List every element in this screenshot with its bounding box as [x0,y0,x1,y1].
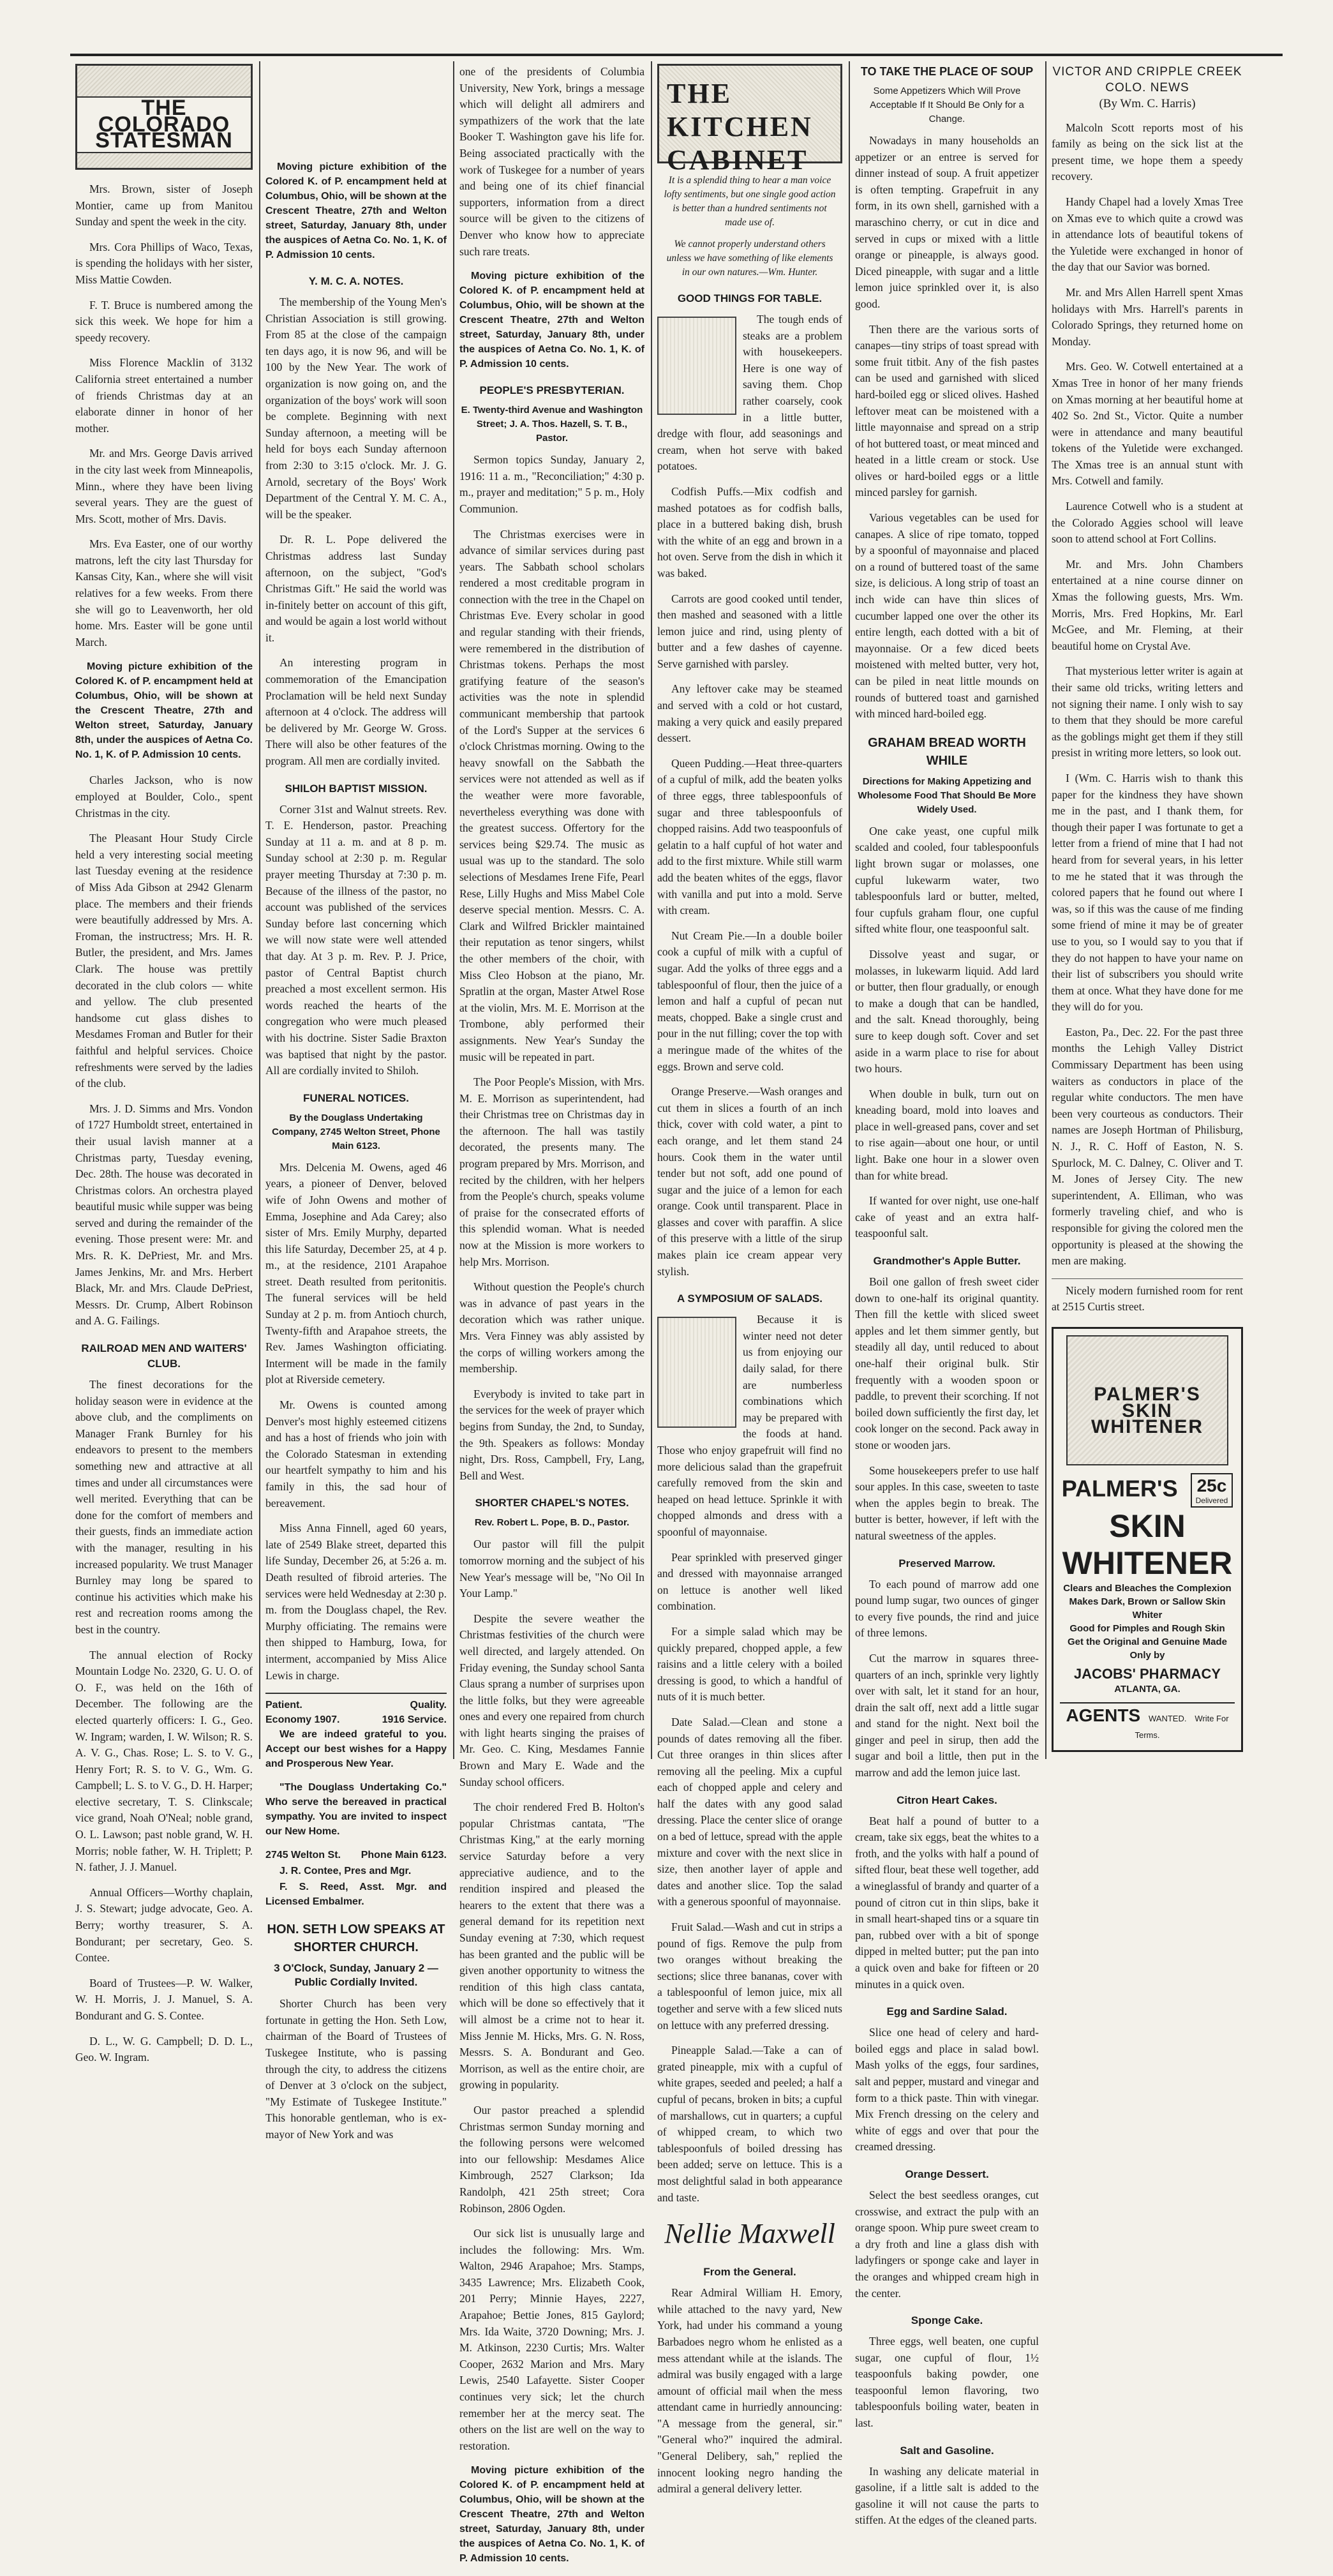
paragraph: Mr. and Mrs. George Davis arrived in the city last week from Minneapolis, Minn., where they have been living several years. They are the guest of Mrs. Scott, mother of Mrs. Davis. [75,447,253,525]
paragraph: Queen Pudding.—Heat three-quarters of a cupful of milk, add the beaten yolks of three eggs, three tablespoonfuls of sugar and three tablespoonfuls of chopped raisins. Add two teaspoonfuls of gelatin to a half cupful of hot water and add to the first mixture. While still warm add the beaten whites of the eggs, flavor with vanilla and put into a mold. Serve with cream. [657,756,842,917]
paragraph: Then there are the various sorts of canapes—tiny strips of toast spread with some fruit titbit. Any of the fish pastes can be used and garnished with sliced hard-boiled egg or sliced olives. Hashed leftover meat can be moistened with a little mayonnaise and spread on a strip of hot buttered toast, or meat minced and heated in a little cream or stock. Use olives or hard-boiled eggs or a little minced parsley for garnish. [855,322,1039,499]
paragraph: Some housekeepers prefer to use half sour apples. In this case, sweeten to taste when the apples begin to break. The butter is better, however, if left with the natural sweetness of the apples. [855,1464,1039,1542]
ad-price: 25c Delivered [1191,1473,1233,1508]
paragraph: Miss Anna Finnell, aged 60 years, late of 2549 Blake street, departed this life Sunday, December 26, at 5:26 a. m. Death resulted of fibroid arteries. The services were held Wednesday at 2:30 p. m. from the Douglass chapel, the Rev. Murphy officiating. The remains were then shipped to Hamburg, Iowa, for interment, accompanied by Miss Alice Lewis in charge. [265,1522,447,1682]
paragraph: Mr. and Mrs Allen Harrell spent Xmas holidays with Mrs. Harrell's parents in Colorado Springs, they returned home on Monday. [1052,285,1243,348]
paragraph: Mrs. Geo. W. Cotwell entertained at a Xmas Tree in honor of her many friends on Xmas morning at her beautiful home at 402 So. 2nd St., Victor. Quite a number were in attendance and many beautiful tokens of the Yuletide were exchanged. The Xmas tree is an annual stunt with Mrs. Cotwell and family. [1052,360,1243,488]
paragraph: The choir rendered Fred B. Holton's popular Christmas cantata, "The Christmas King," at the early morning service Saturday before a very appreciative audience, and to the rendition inspired and pleased the hearers to the extent that there was a general demand for its repetition next Sunday evening at 7:30, which request has been granted and the public will be given another opportunity to witness the rendition of this high class cantata, which will be done so effectively that it will almost be a crime not to hear it. Miss Jennie M. Hicks, Mrs. G. N. Ross, Messrs. S. A. Bondurant and Geo. Morrison, as well as the entire choir, are growing in popularity. [459,1801,644,2092]
headline-railroad: RAILROAD MEN AND WAITERS' CLUB. [81,1342,247,1370]
paragraph: For a simple salad which may be quickly prepared, chopped apple, a few raisins and a little celery with a boiled dressing is good, to which a handful of nuts of it is much better. [657,1624,842,1704]
kitchen-cabinet-title: THE KITCHEN CABINET [667,78,813,176]
headline-sponge: Sponge Cake. [911,2314,983,2327]
paragraph: Our sick list is unusually large and includes the following: Mrs. Wm. Walton, 2946 Arapahoe; Mrs. Stamps, 3435 Lawrence; Mrs. Elizabeth Cook, 201 Perry; Minnie Hayes, 2227, Arapahoe; Bettie Jones, 815 Gaylord; Mrs. Ida Waite, 3720 Downing; Mrs. J. M. Atkinson, 2230 Curtis; Mrs. Walter Cooper, 2632 Marion and Mrs. Mary Lewis, 2540 Lafayette. Sister Cooper continues very sick; let the church remember her at the mercy seat. The others on the list are well on the way to restoration. [459,2227,644,2452]
paragraph: The tough ends of steaks are a problem with housekeepers. Here is one way of saving them. Chop rather coarsely, cook in a little butter, dredge with flour, add seasonings and cream, when hot serve with baked potatoes. [657,313,842,473]
paragraph: If wanted for over night, use one-half cake of yeast and an extra half-teaspoonful salt. [855,1194,1039,1240]
paragraph: The annual election of Rocky Mountain Lodge No. 2320, G. U. O. of O. F., was held on the 16th of December. The following are the elected quarterly officers: I. G., Geo. W. Ingram; warden, I. W. Wilson; R. S. A. V. G., Chas. Rose; L. S. to V. G., Henry Fort; R. S. to V. G., Wm. G. Campbell; L. S. to V. G., D. H. Harper; elective secretary, T. S. Clinkscale; vice grand, Noah O'Neal; noble grand, O. L. Lawson; past noble grand, W. H. Morris; noble father, W. H. Triplett; P. N. father, J. J. Manuel. [75,1648,253,1874]
ad-city: ATLANTA, GA. [1114,1683,1180,1695]
ad-service: 1916 Service. [382,1714,447,1726]
subhead-shorter: Rev. Robert L. Pope, B. D., Pastor. [474,1517,630,1529]
top-rule [70,54,1283,56]
ad-patient: Patient. [265,1700,302,1711]
subhead-seth-low: 3 O'Clock, Sunday, January 2 — Public Cordially Invited. [274,1962,438,1989]
column-6 [1052,64,1243,1752]
paragraph: Slice one head of celery and hard-boiled eggs and place in salad bowl. Mash yolks of the eggs, four sardines, salt and pepper, mustard and vinegar and form to a thick paste. Thin with vinegar. Mix French dressing on the celery and white of eggs and over that pour the creamed dressing. [855,2026,1039,2153]
illustration-dish [657,317,736,415]
paragraph: The Pleasant Hour Study Circle held a very interesting social meeting last Tuesday evening at the residence of Miss Ada Gibson at 2942 Glenarm place. The members and their friends were beautifully addressed by Mrs. A. Froman, the instructress; Mrs. H. R. Butler, the president, and Mrs. James Clark. The house was prettily decorated in the club colors — white and yellow. The club presented handsome cut glass dishes to Mesdames Froman and Butler for their faithful and helpful services. Choice refreshments were served by the ladies of the club. [75,832,253,1090]
paragraph: Pear sprinkled with preserved ginger and dressed with mayonnaise arranged on lettuce is another well liked combination. [657,1550,842,1613]
paragraph: Corner 31st and Walnut streets. Rev. T. E. Henderson, pastor. Preaching Sunday at 11 a. m. and at 8 p. m. Sunday school at 2:30 p. m. Regular prayer meeting Thursday at 7:30 p. m. Because of the illness of the pastor, no account was published of the services Sunday before last concerning which we will now state were well attended that day. At 3 p. m. Rev. P. J. Price, pastor of Central Baptist church preached a most excellent sermon. His words reached the hearts of the congregation who were much pleased with his doctrine. Sister Sadie Braxton was baptised that night by the pastor. All are cordially invited to Shiloh. [265,802,447,1077]
package-label: PALMER'S SKIN WHITENER [1091,1383,1203,1438]
paragraph: Rear Admiral William H. Emory, while attached to the navy yard, New York, had under his command a young Barbadoes negro whom he enlisted as a mess attendant while at the islands. The admiral was busily engaged with a large amount of official mail when the mess attendant came in hurriedly announcing: "A message from the general, sir." "General who?" inquired the admiral. "General Delibery, sah," replied the innocent looking negro handing the admiral a general delivery letter. [657,2286,842,2496]
paragraph: The finest decorations for the holiday season were in evidence at the above club, and the compliments on Manager Frank Burnley for his endeavors to present to the members something new and attractive at all times and under all circumstances were well merited. Everything that can be done for the comfort of members and their guests, finds an immediate action with the manager, resulting in his increased popularity. We trust Manager Burnley may long be spared to continue his activities which make his rest and recreation rooms among the best in the country. [75,1378,253,1636]
paragraph: Boil one gallon of fresh sweet cider down to one-half its original quantity. Then fill the kettle with sliced sweet apples and let them simmer gently, but steadily all day, until reduced to about one-half their original bulk. Stir frequently with a wooden spoon or paddle, to prevent their scorching. If not boiled down sufficiently the first day, let cook longer on the second. Pack away in stone or wooden jars. [855,1275,1039,1451]
motto: We cannot properly understand others unless we have something of like elements in our own natures.—Wm. Hunter. [666,239,833,278]
paragraph: Mrs. Cora Phillips of Waco, Texas, is spending the holidays with her sister, Miss Mattie Cowden. [75,240,253,286]
ad-desc: Makes Dark, Brown or Sallow Skin Whiter [1069,1596,1226,1621]
skin-whitener-ad [1052,1327,1243,1752]
paragraph: Annual Officers—Worthy chaplain, J. S. Stewart; judge advocate, Geo. A. Berry; worthy treasurer, S. A. Bondurant; per secretary, Geo. S. Contee. [75,1885,253,1965]
headline-marrow: Preserved Marrow. [898,1557,995,1569]
column-5 [855,64,1039,2538]
illustration-plant [657,1317,736,1428]
headline-ymca: Y. M. C. A. NOTES. [308,275,404,287]
ad-product-skin: SKIN [1109,1508,1186,1544]
ad-address: 2745 Welton St. [265,1850,341,1861]
headline-orange: Orange Dessert. [905,2168,989,2180]
ad-phone: Phone Main 6123. [361,1850,447,1861]
column-rule [453,61,454,1759]
column-rule [849,61,850,1759]
ad-product-whitener: WHITENER [1062,1545,1233,1581]
paragraph: Board of Trustees—P. W. Walker, W. H. Morris, J. J. Manuel, S. A. Bondurant and G. S. Contee. [75,1976,253,2022]
paragraph: Despite the severe weather the Christmas festivities of the church were well directed, and largely attended. On Friday evening, the Sunday school Santa Claus sprang a number of surprises upon the little folks, but they were agreeable ones and every one repaired from church with light hearts singing the praises of Mr. Geo. C. King, Mesdames Fannie Brown and Mary E. Wade and the Sunday school officers. [459,1612,644,1788]
headline-general: From the General. [703,2266,796,2279]
column-1 [75,64,253,2075]
paragraph: D. L., W. G. Campbell; D. D. L., Geo. W. Ingram. [75,2034,253,2064]
paragraph: Codfish Puffs.—Mix codfish and mashed potatoes as for codfish balls, place in a buttered baking dish, brush with the white of an egg and brown in a hot oven. Serve from the dish in which it was baked. [657,484,842,580]
ad-text: "The Douglass Undertaking Co." Who serve the bereaved in practical sympathy. You are invited to inspect our New Home. [265,1782,447,1838]
ad-text: J. R. Contee, Pres and Mgr. [279,1866,412,1877]
paragraph: Select the best seedless oranges, cut crosswise, and extract the pulp with an orange spoon. Whip pure sweet cream to a dry froth and line a glass dish with ladyfingers or sponge cake and layer in the oranges and whipped cream high in the center. [855,2188,1039,2300]
ad-text: F. S. Reed, Asst. Mgr. and Licensed Embalmer. [265,1882,447,1908]
paragraph: That mysterious letter writer is again at their same old tricks, writing letters and not signing their name. I only wish to say to them that they should be more careful as the goblings might get them if they still presist in writing more letters, so look out. [1052,664,1243,760]
signature: Nellie Maxwell [664,2218,835,2250]
paragraph: Miss Florence Macklin of 3132 California street entertained a number of friends Christmas day at an elaborate dinner in honor of her mother. [75,356,253,435]
paragraph: Shorter Church has been very fortunate in getting the Hon. Seth Low, chairman of the Board of Trustees of Tuskegee Institute, who is passing through the city, to address the citizens of Denver at 3 o'clock on the subject, "My Estimate of Tuskegee Institute." This honorable gentleman, who is ex-mayor of New York and was [265,1997,447,2141]
paragraph: An interesting program in commemoration of the Emancipation Proclamation will be held next Sunday afternoon at 4 o'clock. The address will be delivered by Mr. George W. Gross. There will also be other features of the program. All men are cordially invited. [265,656,447,768]
headline-salads: A SYMPOSIUM OF SALADS. [677,1292,823,1305]
paragraph: Dr. R. L. Pope delivered the Christmas address last Sunday afternoon, on the subject, "God's Christmas Gift." He said the world was in-finitely better on account of this gift, and would be again a lost world without it. [265,533,447,644]
paragraph: Charles Jackson, who is now employed at Boulder, Colo., spent Christmas in the city. [75,774,253,820]
paragraph: Mrs. Delcenia M. Owens, aged 46 years, a pioneer of Denver, beloved wife of John Owens and mother of Emma, Josephine and Ada Carey; also sister of Mrs. Emily Murphy, departed this life Saturday, December 25, at 4 p. m., at the residence, 2101 Arapahoe street. Death resulted from peritonitis. The funeral services will be held Sunday at 2 p. m. from Antioch church, Twenty-fifth and Arapahoe streets, the Rev. James Washington officiating. Interment will be made in the family plot at Riverside cemetery. [265,1160,447,1386]
paragraph: The Poor People's Mission, with Mrs. M. E. Morrison as superintendent, had their Christmas tree on Christmas day in the afternoon. The hall was tastily decorated, the presents many. The program prepared by Mrs. Morrison, and recited by the children, with her helpers from the People's church, speaks volume of praise for the consecrated efforts of this splendid woman. What is needed now at the Mission is more workers to help Mrs. Morrison. [459,1075,644,1268]
headline-soup: TO TAKE THE PLACE OF SOUP [860,65,1034,78]
motto: It is a splendid thing to hear a man voice lofty sentiments, but one single good action is better than a hundred sentiments not made use of. [664,175,836,228]
ad-desc: Good for Pimples and Rough Skin [1069,1622,1225,1634]
paragraph: Handy Chapel had a lovely Xmas Tree on Xmas eve to which quite a crowd was in attendance lots of beautiful tokens of the Yuletide were exchanged in honor of the day that our Savior was borned. [1052,195,1243,274]
column-rule [1045,61,1046,1759]
masthead [75,64,253,170]
paragraph: Mrs. Brown, sister of Joseph Montier, came up from Manitou Sunday and spent the week in the city. [75,183,253,228]
paragraph: Nicely modern furnished room for rent at 2515 Curtis street. [1052,1278,1243,1315]
headline-salt: Salt and Gasoline. [900,2444,994,2457]
ad-quality: Quality. [410,1700,447,1711]
paragraph: Without question the People's church was in advance of past years in the decoration which was rather unique. Mrs. Vera Finney was ably assisted by the corps of willing workers among the membership. [459,1280,644,1375]
headline-apple-butter: Grandmother's Apple Butter. [873,1255,1021,1268]
paragraph: I (Wm. C. Harris wish to thank this paper for the kindness they have shown me in the past, and I thank them, for though their paper I was fortunate to get a letter from a friend of mine that I had not heard from for several years, in his letter to me he stated that it was through the colored papers that he found out where I was, so if this was the cause of me finding some friend of mine it may be of greater use to you, so I would say to you that if they do not happen to have your name on their list of subscribers you should write them at once. What they have done for me they will do for you. [1052,771,1243,1014]
headline-seth-low: HON. SETH LOW SPEAKS AT SHORTER CHURCH. [267,1922,445,1955]
paragraph: Our pastor will fill the pulpit tomorrow morning and the subject of his New Year's message will be, "No Oil In Your Lamp." [459,1538,644,1600]
paragraph: Orange Preserve.—Wash oranges and cut them in slices a fourth of an inch thick, cover with cold water, a pint to each orange, and let them stand 24 hours. Cook them in the water until tender but not soft, add one pound of sugar and the juice of a lemon for each orange. Cook until transparent. Place in glasses and cover with paraffin. A slice of this preserve with a little of the sirup makes plain ice cream appear very stylish. [657,1085,842,1278]
undertaker-ad [265,1693,447,1909]
ad-agents: AGENTS WANTED. Write For Terms. [1060,1702,1235,1744]
paragraph: Beat half a pound of butter to a cream, take six eggs, beat the whites to a froth, and the yolks with half a pound of sifted flour, beat these well together, add a wineglassful of brandy and quarter of a pound of citron cut in thin slips, bake it in small heart-shaped tins or a square tin pan, rubbed over with a bit of sponge dipped in melted butter; put the pan into a quick oven and bake for fifteen or 20 minutes in a quick oven. [855,1814,1039,1991]
ad-text: We are indeed grateful to you. Accept our best wishes for a Happy and Prosperous New Year. [265,1729,447,1770]
paragraph: Carrots are good cooked until tender, then mashed and seasoned with a little lemon juice and rind, using plenty of butter and a few dashes of cayenne. Serve garnished with parsley. [657,592,842,670]
paragraph: Our pastor preached a splendid Christmas sermon Sunday morning and the following persons were welcomed into our fellowship: Mesdames Alice Kimbrough, 2527 Clarkson; Ida Randolph, 421 25th street; Cora Robinson, 2806 Ogden. [459,2103,644,2215]
subhead-peoples: E. Twenty-third Avenue and Washington Street; J. A. Thos. Hazell, S. T. B., Pastor. [461,405,643,444]
kitchen-cabinet-header [657,64,842,176]
subhead-soup: Some Appetizers Which Will Prove Acceptable If It Should Be Only for a Change. [870,86,1024,124]
ad-economy: Economy 1907. [265,1714,340,1726]
ad-desc: Get the Original and Genuine Made Only by [1067,1636,1228,1661]
paragraph: Mrs. J. D. Simms and Mrs. Vondon of 1727 Humboldt street, entertained in their usual lavish manner at a Christmas party, Tuesday evening, Dec. 28th. The house was decorated in Christmas colors. An orchestra played beautiful music while supper was being served and during the remainder of the evening. Those present were: Mr. and Mrs. R. K. DePriest, Mr. and Mrs. James Jenkins, Mr. and Mrs. Herbert Black, Mr. and Mrs. Claude DePriest, Messrs. Dr. Crump, Albert Robinson and A. G. Failings. [75,1102,253,1328]
paragraph: When double in bulk, turn out on kneading board, mold into loaves and place in well-greased pans, cover and set to rise again—about one hour, or until light. Bake one hour in a slower oven than for white bread. [855,1087,1039,1182]
paragraph: Easton, Pa., Dec. 22. For the past three months the Lehigh Valley District Commissary Department has been using waiters as conductors in place of the regular white conductors. The men have been very courteous as conductors. Their names are Joseph Hortman of Philisburg, N. J., R. C. Hoff of Easton, N. S. Spurlock, M. C. Dalney, C. Oliver and T. M. Jones of Jersey City. The new superintendent, A. Elliman, who was formerly traveling chief, and who is responsible for giving the colored men the opportunity is pleased at the showing the men are making. [1052,1025,1243,1268]
subhead-graham: Directions for Making Appetizing and Wholesome Food That Should Be More Widely Used. [858,775,1036,815]
headline-victor: VICTOR AND CRIPPLE CREEK COLO. NEWS [1052,65,1242,94]
paragraph: Nowadays in many households an appetizer or an entree is served for dinner instead of soup. A fruit appetizer is often tempting. Grapefruit in any form, in its own shell, garnished with a maraschino cherry, or cut in dice and served in cups or mixed with a little orange or pineapple, is always good. Diced pineapple, with sugar and a little lemon juice sprinkled over it, is also good. [855,134,1039,310]
notice-moving-picture: Moving picture exhibition of the Colored K. of P. encampment held at Columbus, Ohio, will be shown at the Crescent Theatre, 27th and Welton street, Saturday, January 8th, under the auspices of Aetna Co. No. 1, K. of P. Admission 10 cents. [459,2465,644,2565]
paragraph: Mr. and Mrs. John Chambers entertained at a nine course dinner on Xmas the following guests, Mrs. Wm. Morris, Mrs. Fred Hopkins, Mr. Earl McGee, and Mr. Fleming, at their beautiful home on Crystal Ave. [1052,557,1243,652]
headline-graham: GRAHAM BREAD WORTH WHILE [868,735,1026,768]
headline-citron: Citron Heart Cakes. [897,1793,997,1806]
headline-shiloh: SHILOH BAPTIST MISSION. [285,782,428,795]
column-2 [265,64,447,2152]
product-package-illustration [1066,1335,1228,1465]
headline-peoples: PEOPLE'S PRESBYTERIAN. [479,384,625,397]
paragraph: Everybody is invited to take part in the services for the week of prayer which begins from Sunday, the 2nd, to Sunday, the 9th. Speakers as follows: Monday night, Drs. Ross, Campbell, Fry, Lang, Bell and West. [459,1387,644,1482]
headline-good-things: GOOD THINGS FOR TABLE. [677,292,823,304]
column-4 [657,64,842,2506]
paragraph: Pineapple Salad.—Take a can of grated pineapple, mix with a cupful of white grapes, seeded and peeled; a half a cupful of pecans, broken in bits; a cupful of marshallows, cut in quarters; a cupful of whipped cream, to which two tablespoonfuls of boiled dressing has been added; serve on lettuce. This is a most delightful salad in both appearance and taste. [657,2044,842,2204]
ad-pharmacy: JACOBS' PHARMACY [1073,1665,1221,1682]
paragraph: Fruit Salad.—Wash and cut in strips a pound of figs. Remove the pulp from two oranges without breaking the sections; slice three bananas, cover with a tablespoonful of lemon juice, mix all together and serve with a few sliced nuts on lettuce with any preferred dressing. [657,1921,842,2032]
paragraph: Because it is winter need not deter us from enjoying our daily salad, for there are numberless combinations which may be prepared with the foods at hand. Those who enjoy grapefruit will find no more delicious salad than the grapefruit carefully removed from the skin and heaped on head lettuce. Sprinkle it with chopped almonds and dress with a spoonful of mayonnaise. [657,1313,842,1538]
notice-moving-picture: Moving picture exhibition of the Colored K. of P. encampment held at Columbus, Ohio, will be shown at the Crescent Theatre, 27th and Welton street, Saturday, January 8th, under the auspices of Aetna Co. No. 1, K. of P. Admission 10 cents. [265,161,447,260]
paragraph: The Christmas exercises were in advance of similar services during past years. The Sabbath school scholars rendered a most creditable program in connection with the tree in the Chapel on Christmas Eve. Every scholar in good and regular standing with their friends, were remembered in the distribution of Christmas tokens. Perhaps the most gratifying feature of the season's activities was the note in splendid communicant membership that partook of the Lord's Supper at the services 6 o'clock Christmas morning. Owing to the heavy snowfall on the Sabbath the services were not attended as well as if the weather were more favorable, nevertheless everything was done with the greatest success. Offertory for the services being $29.74. The music as usual was up to the standard. The solo selections of Mesdames Irene Fife, Pearl Rese, Lilly Hughs and Miss Mabel Cole deserve special mention. Messrs. C. A. Clark and Wilfred Brickler maintained their reputation as tenor singers, whilst the other members of the choir, with Miss Cleo Hobson at the piano, Mr. Spratlin at the organ, Master Atwel Rose at the violin, Mrs. M. E. Morrison at the Trombone, ably performed their assignments. New Year's Sunday the music will be repeated in part. [459,527,644,1063]
paragraph: Three eggs, well beaten, one cupful sugar, one cupful of flour, 1½ teaspoonfuls baking powder, one teaspoonful lemon flavoring, two tablespoonfuls boiling water, beaten in last. [855,2335,1039,2430]
paragraph: one of the presidents of Columbia University, New York, brings a message which will delight all admirers and sympathizers of the work that the late Booker T. Washington gave his life for. Being associated practically with the work of Tuskegee for a number of years and being one of its chief financial supporters, information from a direct source will be given to the citizens of Denver who know how to appreciate such rare treats. [459,65,644,258]
notice-moving-picture: Moving picture exhibition of the Colored K. of P. encampment held at Columbus, Ohio, will be shown at the Crescent Theatre, 27th and Welton street, Saturday, January 8th, under the auspices of Aetna Co. No. 1, K. of P. Admission 10 cents. [75,661,253,761]
paragraph: In washing any delicate material in gasoline, if a little salt is added to the gasoline it will not cause the parts to stiffen. At the edges of the cleaned parts. [855,2464,1039,2527]
notice-moving-picture: Moving picture exhibition of the Colored K. of P. encampment held at Columbus, Ohio, will be shown at the Crescent Theatre, 27th and Welton street, Saturday, January 8th, under the auspices of Aetna Co. No. 1, K. of P. Admission 10 cents. [459,271,644,370]
ad-brand: PALMER'S 25c Delivered [1060,1473,1235,1508]
column-3 [459,64,644,2576]
byline: (By Wm. C. Harris) [1099,97,1196,110]
paragraph: Cut the marrow in squares three-quarters of an inch, sprinkle very lightly over with salt, let it stand for an hour, drain the salt off, next add a little sugar and stand for the night. Next boil the ginger and peel in sirup, then add the sugar and boil a little, then put in the marrow and add the lemon juice last. [855,1651,1039,1779]
paragraph: Any leftover cake may be steamed and served with a cold or hot custard, making a very quick and easily prepared dessert. [657,682,842,745]
paragraph: Mrs. Eva Easter, one of our worthy matrons, left the city last Thursday for Kansas City, Kan., where she will visit relatives for a few weeks. From there she will go to Leavenworth, her old home. Mrs. Easter will be gone until March. [75,537,253,648]
paragraph: The membership of the Young Men's Christian Association is still growing. From 85 at the close of the campaign ten days ago, it is now 96, and will be 100 by the New Year. The work of organization is now going on, and the organization of the boys' work will soon be complete. Beginning with next Sunday afternoon, a meeting will be held for boys each Sunday afternoon from 2:30 to 3:15 o'clock. Mr. J. G. Arnold, secretary of the Boys' Work Department of the Central Y. M. C. A., will be the speaker. [265,296,447,521]
column-rule [259,61,260,1759]
paragraph: Dissolve yeast and sugar, or molasses, in lukewarm liquid. Add lard or butter, then flour gradually, or enough to make a dough that can be handled, and the salt. Knead thoroughly, being sure to keep dough soft. Cover and set aside in a warm place to rise for about two hours. [855,947,1039,1075]
paragraph: Nut Cream Pie.—In a double boiler cook a cupful of milk with a cupful of sugar. Add the yolks of three eggs and a tablespoonful of flour, then the juice of a lemon and half a cupful of pecan nut meats, chopped. Bake a single crust and pour in the nut filling; cover the top with a meringue made of the whites of the eggs. Brown and serve cold. [657,929,842,1073]
headline-egg-sardine: Egg and Sardine Salad. [886,2005,1008,2018]
paragraph: Various vegetables can be used for canapes. A slice of ripe tomato, topped by a spoonful of mayonnaise and placed on a round of buttered toast of the same size, is delicious. A long strip of toast an inch wide can have thin slices of cucumber lapped one over the other its entire length, each dotted with a bit of mayonnaise. Or a few diced beets moistened with melted butter, very hot, can be piled in neat little mounds on rounds of buttered toast and garnished with minced hard-boiled egg. [855,511,1039,721]
paragraph: Sermon topics Sunday, January 2, 1916: 11 a. m., "Reconciliation;" 4:30 p. m., prayer and meditation;" 5 p. m., Holy Communion. [459,453,644,515]
paragraph: Date Salad.—Clean and stone a pounds of dates removing all the fiber. Cut three oranges in thin slices after removing all the peeling. Mix a cupful each of chopped apple and celery and half the dates with any good salad dressing. Place the center slice of orange on a bed of lettuce, spread with the apple mixture and cover with the next slice in size, then another layer of apple and dates and another slice. Top the salad with a generous spoonful of mayonnaise. [657,1715,842,1908]
column-rule [651,61,652,1759]
ad-desc: Clears and Bleaches the Complexion [1063,1582,1232,1594]
masthead-title: THE COLORADO STATESMAN [77,96,251,153]
paragraph: Mr. Owens is counted among Denver's most highly esteemed citizens and has a host of friends who join with the Colorado Statesman in extending our heartfelt sympathy to him and his family in this, the sad hour of bereavement. [265,1398,447,1509]
paragraph: One cake yeast, one cupful milk scalded and cooled, four tablespoonfuls light brown sugar or molasses, one cupful lukewarm water, two tablespoonfuls lard or butter, melted, four cupfuls graham flour, one cupful sifted white flour, one teaspoonful salt. [855,824,1039,936]
paragraph: To each pound of marrow add one pound lump sugar, two ounces of ginger to every five pounds, the rind and juice of three lemons. [855,1577,1039,1640]
headline-funeral: FUNERAL NOTICES. [303,1091,409,1104]
headline-shorter: SHORTER CHAPEL'S NOTES. [475,1497,629,1509]
paragraph: F. T. Bruce is numbered among the sick this week. We hope for him a speedy recovery. [75,298,253,344]
paragraph: Malcoln Scott reports most of his family as being on the sick list at the present time, we hope them a speedy recovery. [1052,121,1243,183]
subhead-funeral: By the Douglass Undertaking Company, 2745 Welton Street, Phone Main 6123. [272,1112,440,1151]
paragraph: Laurence Cotwell who is a student at the Colorado Aggies school will leave soon to attend school at Fort Collins. [1052,500,1243,546]
